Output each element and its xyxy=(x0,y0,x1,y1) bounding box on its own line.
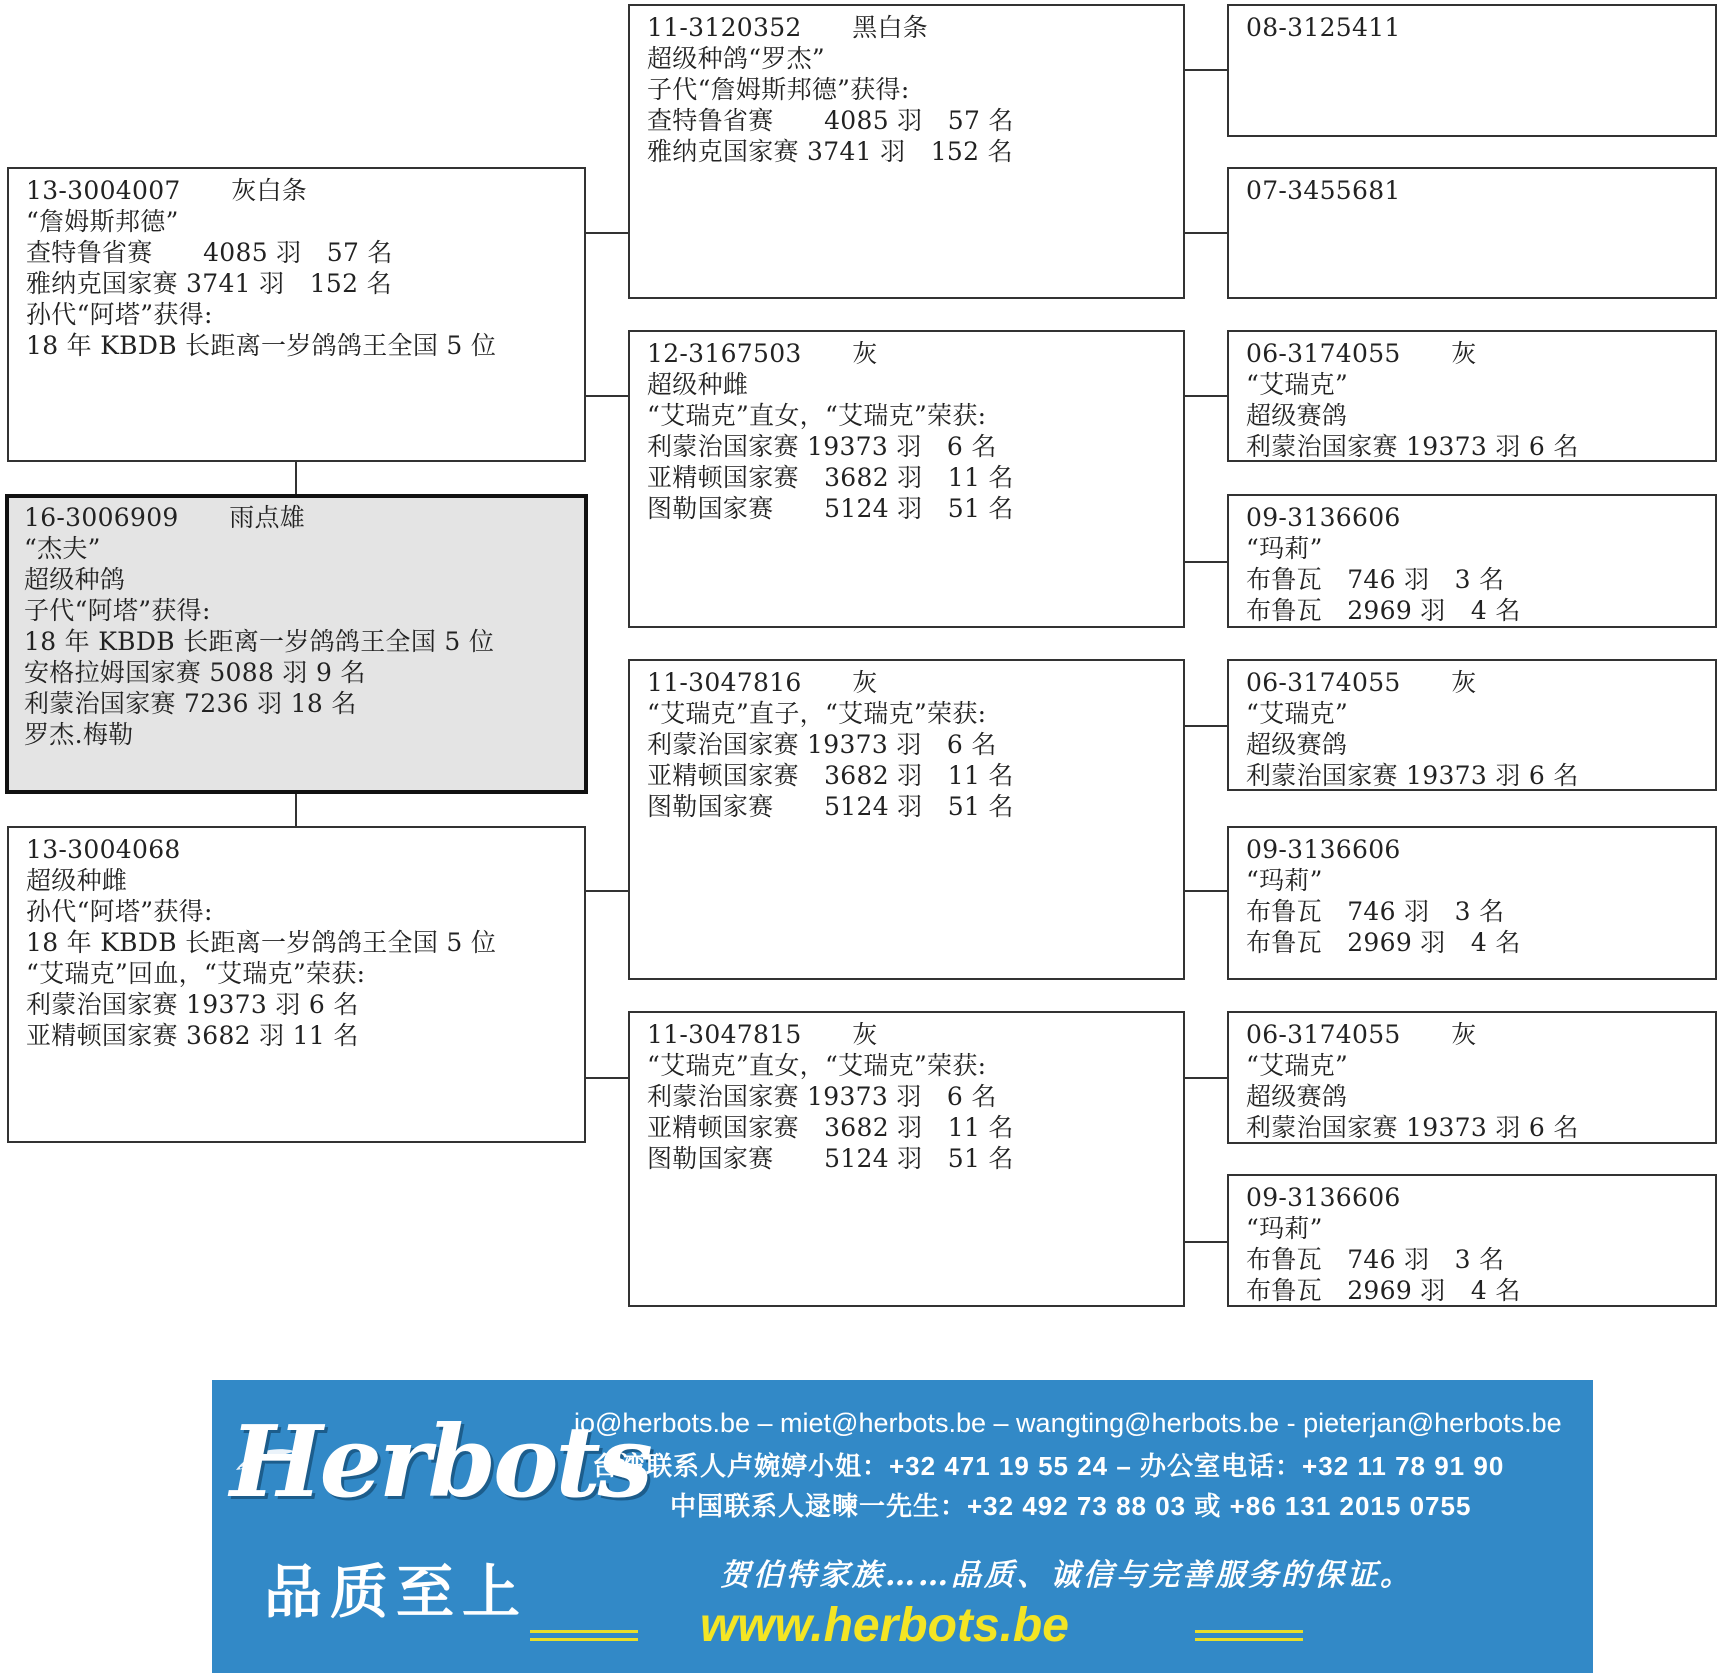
pedigree-text-line: 利蒙治国家赛 19373 羽 6 名 xyxy=(1246,761,1579,790)
pedigree-text-line: “玛莉” xyxy=(1246,866,1323,895)
connector-line xyxy=(1184,890,1228,892)
great-grandparent-card-1 xyxy=(1227,4,1717,137)
ring-number: 11-3047815 灰 xyxy=(647,1020,878,1049)
ring-number: 11-3047816 灰 xyxy=(647,668,878,697)
pedigree-text-line: 利蒙治国家赛 19373 羽 6 名 xyxy=(647,432,997,461)
ring-number: 13-3004007 灰白条 xyxy=(26,176,308,205)
pedigree-text-line: 图勒国家赛 5124 羽 51 名 xyxy=(647,494,1014,523)
pedigree-text-line: 布鲁瓦 746 羽 3 名 xyxy=(1246,1245,1505,1274)
connector-line xyxy=(585,890,629,892)
connector-line xyxy=(585,232,629,234)
pedigree-text-line: 雅纳克国家赛 3741 羽 152 名 xyxy=(647,137,1013,166)
pedigree-text-line: 安格拉姆国家赛 5088 羽 9 名 xyxy=(24,658,366,687)
ring-number: 06-3174055 灰 xyxy=(1246,668,1477,697)
great-grandparent-card-7 xyxy=(1227,1011,1717,1144)
pedigree-text-line: 利蒙治国家赛 19373 羽 6 名 xyxy=(647,730,997,759)
connector-line xyxy=(295,792,297,826)
ring-number: 09-3136606 xyxy=(1246,503,1401,532)
connector-line xyxy=(295,461,297,495)
pedigree-text-line: 孙代“阿塔”获得: xyxy=(26,897,213,926)
ring-number: 06-3174055 灰 xyxy=(1246,1020,1477,1049)
ring-number: 12-3167503 灰 xyxy=(647,339,878,368)
pedigree-text-line: 超级种雌 xyxy=(647,370,749,399)
connector-line xyxy=(1184,395,1228,397)
pedigree-text-line: 利蒙治国家赛 19373 羽 6 名 xyxy=(1246,1113,1579,1142)
great-grandparent-card-6 xyxy=(1227,826,1717,980)
dam-sire-card xyxy=(628,659,1185,980)
pedigree-text-line: “杰夫” xyxy=(24,534,101,563)
ring-number: 06-3174055 灰 xyxy=(1246,339,1477,368)
pedigree-text-line: 罗杰.梅勒 xyxy=(24,720,134,749)
decorative-line-right xyxy=(1195,1630,1303,1633)
ring-number: 09-3136606 xyxy=(1246,835,1401,864)
sire-card xyxy=(7,167,586,462)
connector-line xyxy=(1184,1241,1228,1243)
pedigree-text-line: “艾瑞克”直子，“艾瑞克”荣获: xyxy=(647,699,987,728)
pedigree-text-line: 布鲁瓦 746 羽 3 名 xyxy=(1246,565,1505,594)
pedigree-text-line: “詹姆斯邦德” xyxy=(26,207,179,236)
family-motto: 贺伯特家族……品质、诚信与完善服务的保证。 xyxy=(720,1558,1413,1593)
dam-dam-card xyxy=(628,1011,1185,1307)
pedigree-text-line: 利蒙治国家赛 19373 羽 6 名 xyxy=(1246,432,1579,461)
pedigree-text-line: “艾瑞克”直女，“艾瑞克”荣获: xyxy=(647,1051,987,1080)
pedigree-text-line: 超级种雌 xyxy=(26,866,128,895)
pedigree-text-line: 布鲁瓦 2969 羽 4 名 xyxy=(1246,1276,1521,1305)
pedigree-text-line: 18 年 KBDB 长距离一岁鸽鸽王全国 5 位 xyxy=(26,928,497,957)
brand-logo: Herbots xyxy=(230,1405,650,1520)
pedigree-text-line: “艾瑞克”直女，“艾瑞克”荣获: xyxy=(647,401,987,430)
connector-line xyxy=(585,1077,629,1079)
pedigree-text-line: “艾瑞克” xyxy=(1246,1051,1349,1080)
great-grandparent-card-8 xyxy=(1227,1174,1717,1307)
pedigree-text-line: 超级种鸽 xyxy=(24,565,126,594)
contact-emails: jo@herbots.be – miet@herbots.be – wangting@herbots.be - pieterjan@herbots.be xyxy=(574,1408,1562,1438)
sire-sire-card xyxy=(628,4,1185,299)
pedigree-text-line: 超级赛鸽 xyxy=(1246,730,1348,759)
pedigree-text-line: 子代“詹姆斯邦德”获得: xyxy=(647,75,910,104)
pedigree-text-line: 利蒙治国家赛 7236 羽 18 名 xyxy=(24,689,357,718)
contact-china: 中国联系人逯暕一先生：+32 492 73 88 03 或 +86 131 2015 0755 xyxy=(670,1491,1472,1521)
pedigree-text-line: 利蒙治国家赛 19373 羽 6 名 xyxy=(647,1082,997,1111)
pedigree-text-line: 图勒国家赛 5124 羽 51 名 xyxy=(647,792,1014,821)
ring-number: 08-3125411 xyxy=(1246,13,1401,42)
pedigree-text-line: 18 年 KBDB 长距离一岁鸽鸽王全国 5 位 xyxy=(24,627,495,656)
great-grandparent-card-4 xyxy=(1227,494,1717,628)
connector-line xyxy=(1184,232,1228,234)
connector-line xyxy=(1184,725,1228,727)
pedigree-text-line: 亚精顿国家赛 3682 羽 11 名 xyxy=(647,463,1014,492)
pedigree-text-line: 布鲁瓦 2969 羽 4 名 xyxy=(1246,928,1521,957)
pedigree-text-line: 超级赛鸽 xyxy=(1246,1082,1348,1111)
great-grandparent-card-3 xyxy=(1227,330,1717,462)
ring-number: 07-3455681 xyxy=(1246,176,1401,205)
dam-card xyxy=(7,826,586,1143)
decorative-line-left xyxy=(530,1630,638,1633)
decorative-line-left xyxy=(530,1638,638,1641)
pedigree-text-line: “艾瑞克” xyxy=(1246,370,1349,399)
pedigree-text-line: “玛莉” xyxy=(1246,534,1323,563)
connector-line xyxy=(1184,1077,1228,1079)
pedigree-text-line: 图勒国家赛 5124 羽 51 名 xyxy=(647,1144,1014,1173)
pedigree-text-line: “艾瑞克”回血，“艾瑞克”荣获: xyxy=(26,959,366,988)
ring-number: 13-3004068 xyxy=(26,835,181,864)
connector-line xyxy=(1184,561,1228,563)
ring-number: 09-3136606 xyxy=(1246,1183,1401,1212)
great-grandparent-card-2 xyxy=(1227,167,1717,299)
ring-number: 11-3120352 黑白条 xyxy=(647,13,929,42)
pedigree-text-line: 超级种鸽“罗杰” xyxy=(647,44,825,73)
pedigree-text-line: 布鲁瓦 2969 羽 4 名 xyxy=(1246,596,1521,625)
subject-card xyxy=(5,494,588,794)
connector-line xyxy=(1184,69,1228,71)
brand-slogan: 品质至上 xyxy=(264,1558,529,1626)
website-link[interactable]: www.herbots.be xyxy=(700,1599,1069,1652)
contact-banner xyxy=(212,1380,1593,1673)
pedigree-text-line: 查特鲁省赛 4085 羽 57 名 xyxy=(647,106,1014,135)
pedigree-text-line: 查特鲁省赛 4085 羽 57 名 xyxy=(26,238,393,267)
pedigree-text-line: 超级赛鸽 xyxy=(1246,401,1348,430)
pedigree-text-line: 18 年 KBDB 长距离一岁鸽鸽王全国 5 位 xyxy=(26,331,497,360)
pedigree-text-line: 子代“阿塔”获得: xyxy=(24,596,211,625)
pedigree-text-line: 亚精顿国家赛 3682 羽 11 名 xyxy=(647,761,1014,790)
connector-line xyxy=(585,395,629,397)
pedigree-text-line: “玛莉” xyxy=(1246,1214,1323,1243)
ring-number: 16-3006909 雨点雄 xyxy=(24,503,306,532)
pedigree-text-line: 雅纳克国家赛 3741 羽 152 名 xyxy=(26,269,392,298)
pedigree-text-line: 亚精顿国家赛 3682 羽 11 名 xyxy=(26,1021,359,1050)
pedigree-text-line: 亚精顿国家赛 3682 羽 11 名 xyxy=(647,1113,1014,1142)
contact-taiwan: 台湾联系人卢婉婷小姐：+32 471 19 55 24 – 办公室电话：+32 11 78 91 90 xyxy=(592,1451,1505,1481)
pedigree-text-line: “艾瑞克” xyxy=(1246,699,1349,728)
great-grandparent-card-5 xyxy=(1227,659,1717,791)
pedigree-text-line: 利蒙治国家赛 19373 羽 6 名 xyxy=(26,990,359,1019)
sire-dam-card xyxy=(628,330,1185,628)
pedigree-text-line: 布鲁瓦 746 羽 3 名 xyxy=(1246,897,1505,926)
decorative-line-right xyxy=(1195,1638,1303,1641)
pedigree-text-line: 孙代“阿塔”获得: xyxy=(26,300,213,329)
